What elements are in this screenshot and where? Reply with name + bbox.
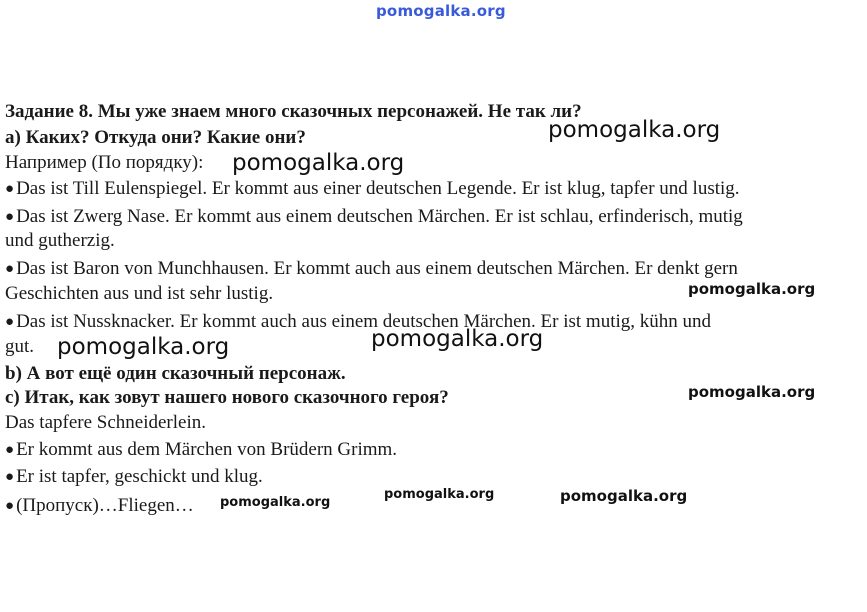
example-label: Например (По порядку): — [5, 152, 204, 173]
list-item — [5, 439, 397, 462]
list-item — [5, 311, 711, 334]
bullet-icon: ● — [5, 442, 15, 458]
list-item-continuation: gut. — [5, 336, 35, 357]
list-item — [5, 206, 743, 229]
list-item-text: Das ist Till Eulenspiegel. Er kommt aus einer deutschen Legende. Er ist klug, tapfer und lustig. — [16, 178, 740, 199]
watermark: pomogalka.org — [232, 150, 405, 176]
watermark: pomogalka.org — [220, 495, 331, 510]
list-item — [5, 466, 263, 489]
list-item-text: Das ist Nussknacker. Er kommt auch aus einem deutschen Märchen. Er ist mutig, kühn und — [16, 311, 712, 332]
part-b-heading: b) А вот ещё один сказочный персонаж. — [5, 363, 346, 384]
list-item-text: Das ist Zwerg Nase. Er kommt aus einem deutschen Märchen. Er ist schlau, erfinderisch, mutig — [16, 206, 743, 227]
hero-name: Das tapfere Schneiderlein. — [5, 412, 206, 433]
list-item — [5, 258, 738, 281]
watermark: pomogalka.org — [384, 487, 495, 502]
list-item-text: Er ist tapfer, geschickt und klug. — [16, 466, 263, 487]
part-c-heading: c) Итак, как зовут нашего нового сказочного героя? — [5, 387, 449, 408]
bullet-icon: ● — [5, 181, 15, 197]
list-item — [5, 495, 194, 518]
watermark: pomogalka.org — [548, 117, 721, 143]
list-item-text: Das ist Baron von Munchhausen. Er kommt auch aus einem deutschen Märchen. Er denkt gern — [16, 258, 738, 279]
bullet-icon: ● — [5, 209, 15, 225]
part-a-heading: а) Каких? Откуда они? Какие они? — [5, 127, 306, 148]
list-item-text: (Пропуск)…Fliegen… — [16, 495, 194, 516]
bullet-icon: ● — [5, 314, 15, 330]
list-item-continuation: und gutherzig. — [5, 230, 115, 251]
bullet-icon: ● — [5, 498, 15, 514]
bullet-icon: ● — [5, 261, 15, 277]
bullet-icon: ● — [5, 469, 15, 485]
watermark: pomogalka.org — [688, 383, 816, 401]
watermark: pomogalka.org — [688, 280, 816, 298]
watermark: pomogalka.org — [371, 326, 544, 352]
list-item-continuation: Geschichten aus und ist sehr lustig. — [5, 283, 274, 304]
watermark-top: pomogalka.org — [376, 2, 506, 20]
watermark: pomogalka.org — [57, 334, 230, 360]
task-title: Задание 8. Мы уже знаем много сказочных персонажей. Не так ли? — [5, 101, 582, 122]
list-item — [5, 178, 740, 201]
watermark: pomogalka.org — [560, 487, 688, 505]
list-item-text: Er kommt aus dem Märchen von Brüdern Grimm. — [16, 439, 398, 460]
